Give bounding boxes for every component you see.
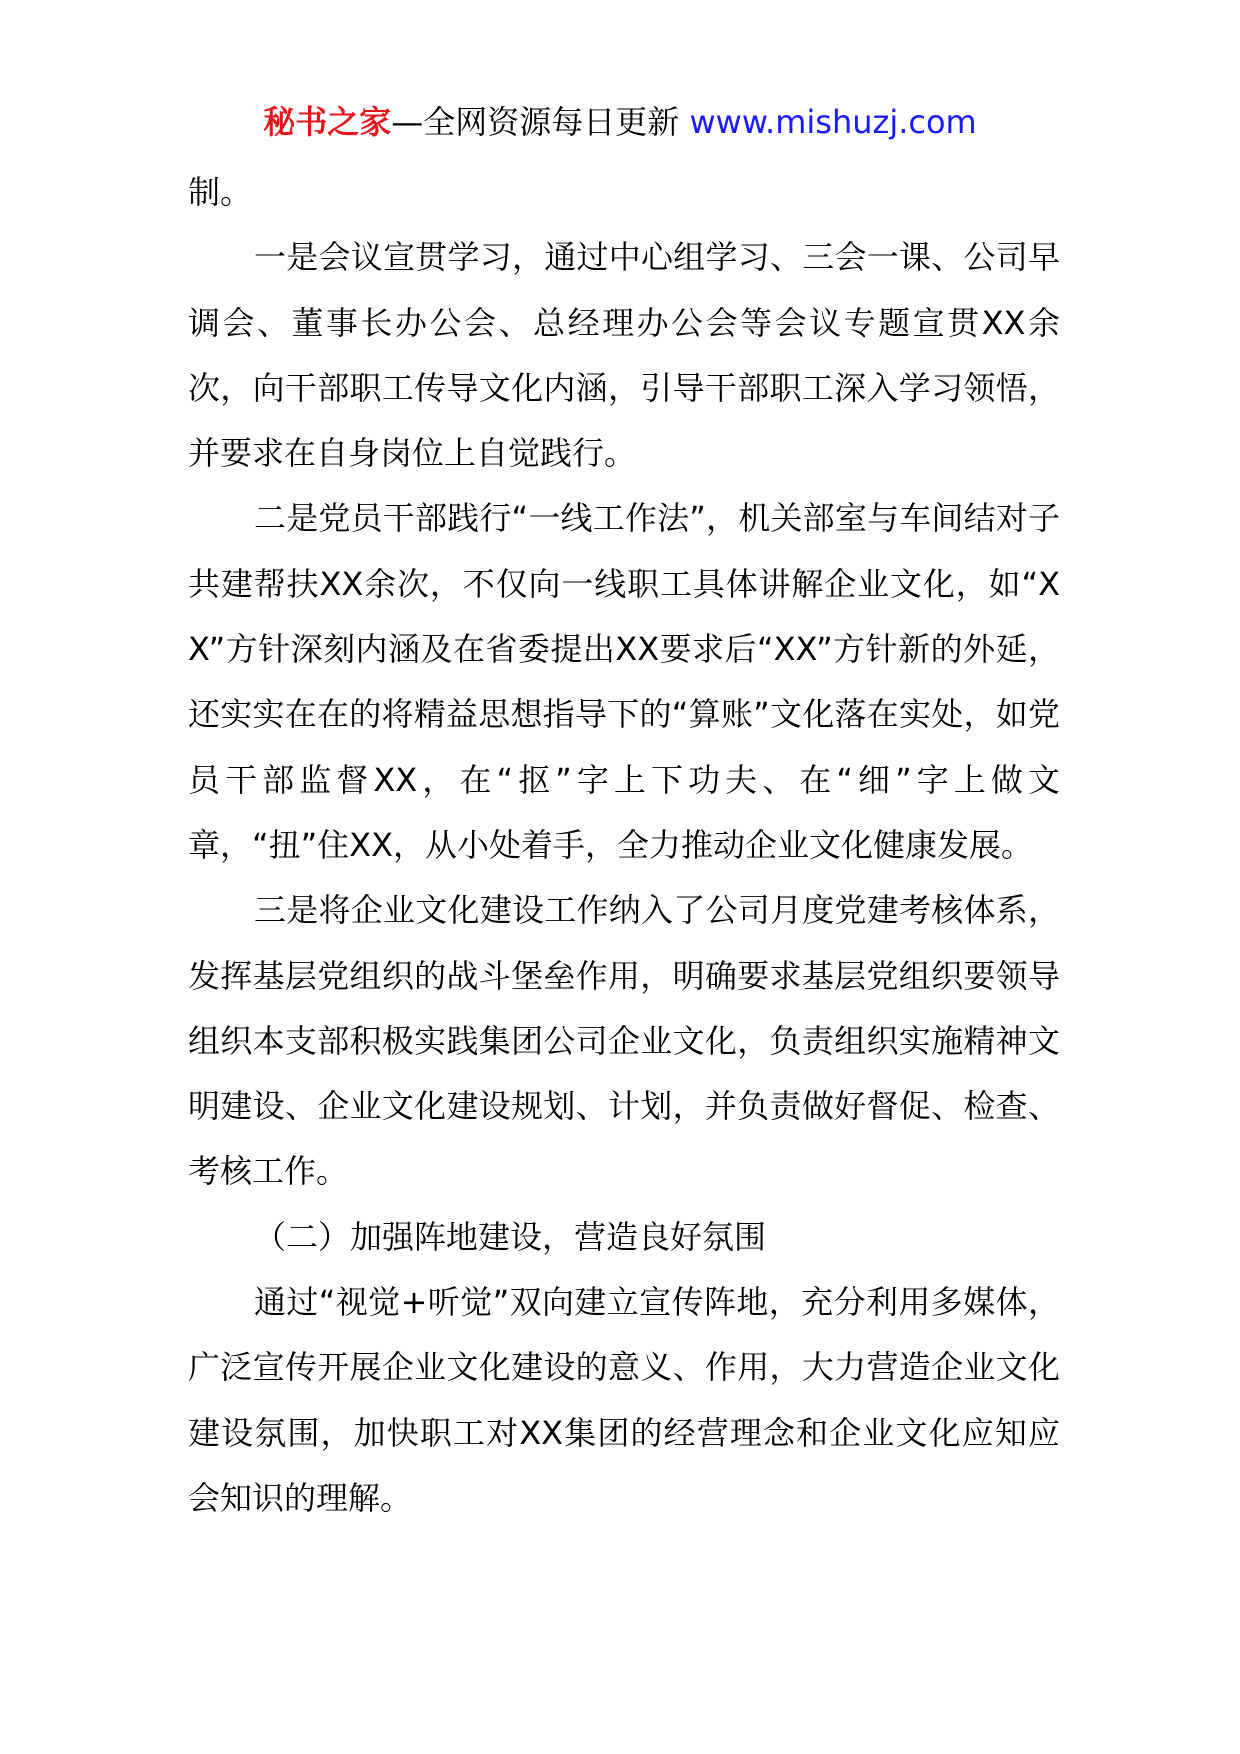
paragraph-section-body: 通过“视觉+听觉”双向建立宣传阵地，充分利用多媒体，广泛宣传开展企业文化建设的意义、作用，大力营造企业文化建设氛围，加快职工对XX集团的经营理念和企业文化应知应会知识的理解。 xyxy=(188,1283,1060,1517)
header-slogan: —全网资源每日更新 xyxy=(391,103,690,141)
paragraph-continuation: 制。 xyxy=(188,173,253,211)
brand-name: 秘书之家 xyxy=(263,103,392,141)
document-body xyxy=(188,160,1060,1531)
paragraph-point-three: 三是将企业文化建设工作纳入了公司月度党建考核体系，发挥基层党组织的战斗堡垒作用，明确要求基层党组织要领导组织本支部积极实践集团公司企业文化，负责组织实施精神文明建设、企业文化建设规划、计划，并负责做好督促、检查、考核工作。 xyxy=(188,891,1060,1191)
paragraph-point-one: 一是会议宣贯学习，通过中心组学习、三会一课、公司早调会、董事长办公会、总经理办公会等会议专题宣贯XX余次，向干部职工传导文化内涵，引导干部职工深入学习领悟，并要求在自身岗位上自觉践行。 xyxy=(188,238,1060,473)
header-url[interactable]: www.mishuzj.com xyxy=(689,103,977,141)
paragraph-point-two: 二是党员干部践行“一线工作法”，机关部室与车间结对子共建帮扶XX余次，不仅向一线职工具体讲解企业文化，如“XX”方针深刻内涵及在省委提出XX要求后“XX”方针新的外延，还实实在在的将精益思想指导下的“算账”文化落在实处，如党员干部监督XX，在“抠”字上下功夫、在“细”字上做文章，“扭”住XX，从小处着手，全力推动企业文化健康发展。 xyxy=(188,499,1060,864)
section-heading: （二）加强阵地建设，营造良好氛围 xyxy=(254,1217,767,1256)
page-header xyxy=(0,100,1240,144)
